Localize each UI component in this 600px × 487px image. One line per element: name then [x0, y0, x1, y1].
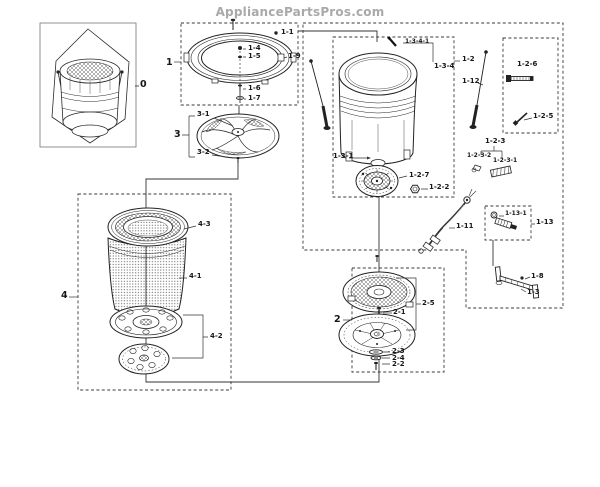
motor-washers [370, 350, 383, 370]
callout-1-2: 1-2 [462, 55, 475, 63]
callout-1-11: 1-11 [456, 222, 474, 230]
callout-1-12: 1-12 [462, 77, 480, 85]
callout-1-3-4-1: 1-3-4-1 [405, 38, 430, 45]
callout-1-2-7: 1-2-7 [409, 171, 430, 179]
tub-bolt [389, 38, 396, 46]
callout-1-6: 1-6 [248, 84, 261, 92]
callout-1-5: 1-5 [248, 52, 261, 60]
callout-2-2: 2-2 [392, 360, 405, 368]
assembled-view [52, 29, 139, 143]
callout-3: 3 [174, 129, 181, 140]
callout-3-2: 3-2 [197, 148, 210, 156]
callout-1-2-3-1: 1-2-3-1 [493, 157, 518, 164]
spin-basket-group [108, 208, 188, 374]
callout-1-13: 1-13 [536, 218, 554, 226]
screw-part [513, 113, 527, 126]
outer-tub-group [309, 37, 488, 197]
sensor-kit [472, 165, 511, 177]
callout-1-9: 1-9 [288, 52, 301, 60]
suspension-rod-left [309, 59, 330, 130]
callout-1-3-4: 1-3-4 [434, 62, 455, 70]
callout-1-2-3-2: 1-2-3-2 [467, 152, 492, 159]
callout-2: 2 [334, 314, 341, 325]
washer [237, 96, 244, 99]
flange-shaft [356, 166, 398, 197]
bolt-part [506, 75, 533, 82]
callout-1-2-3: 1-2-3 [485, 137, 506, 145]
callout-2-1: 2-1 [393, 308, 406, 316]
callout-1-3: 1-3 [527, 288, 540, 296]
callout-1-1: 1-1 [281, 28, 294, 36]
callout-0: 0 [140, 79, 147, 90]
screw-marker [238, 46, 242, 50]
callout-1-2-2: 1-2-2 [429, 183, 450, 191]
callout-1-3-1: 1-3-1 [333, 152, 354, 160]
callout-1: 1 [166, 57, 173, 68]
callout-1-7: 1-7 [248, 94, 261, 102]
callout-4-1: 4-1 [189, 272, 202, 280]
callout-1-2-5: 1-2-5 [533, 112, 554, 120]
callout-3-1: 3-1 [197, 110, 210, 118]
callout-2-3: 2-3 [392, 347, 405, 355]
callout-4-2: 4-2 [210, 332, 223, 340]
callout-1-13-1: 1-13-1 [505, 210, 527, 217]
callout-1-8: 1-8 [531, 272, 544, 280]
callout-4-3: 4-3 [198, 220, 211, 228]
callout-2-4: 2-4 [392, 354, 405, 362]
clip-marker [274, 31, 277, 34]
site-watermark: AppliancePartsPros.com [215, 5, 385, 19]
callout-1-4: 1-4 [248, 44, 261, 52]
pulsator-bolt [236, 157, 240, 159]
callout-4: 4 [61, 290, 68, 301]
hinge-clip [278, 54, 284, 61]
flange-nut [411, 185, 420, 193]
tub-cover-group [184, 19, 296, 100]
callout-2-5: 2-5 [422, 299, 435, 307]
assembly-center-lines [146, 28, 493, 382]
callout-1-2-6: 1-2-6 [517, 60, 538, 68]
